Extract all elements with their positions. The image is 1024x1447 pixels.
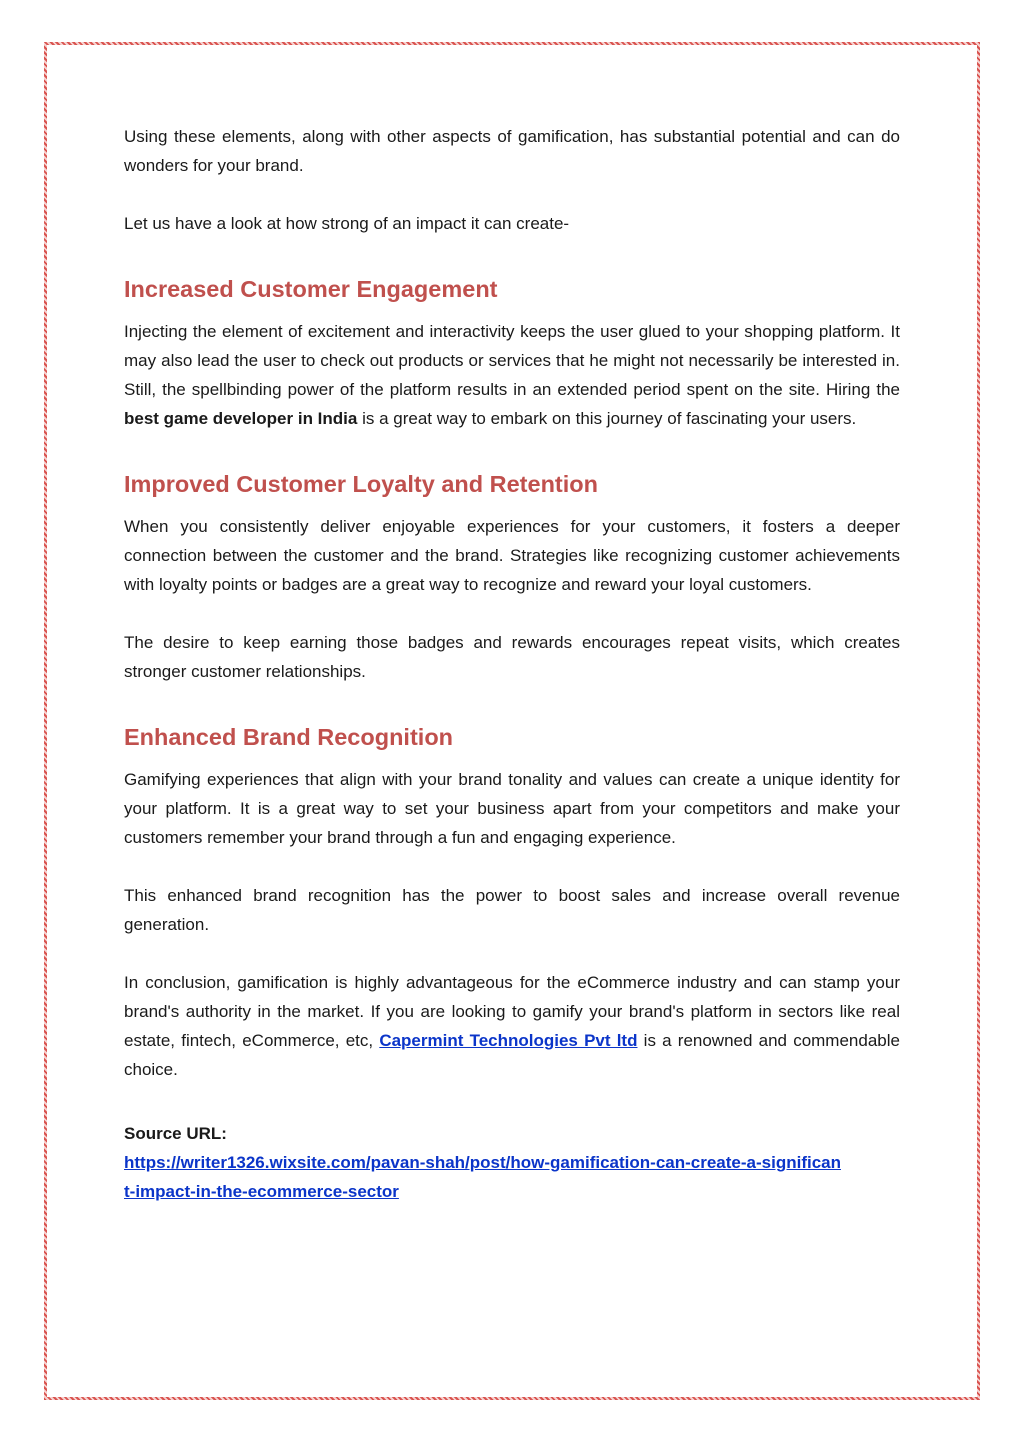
engagement-text-after: is a great way to embark on this journey of fascinating your users. [357, 409, 857, 428]
heading-customer-engagement: Increased Customer Engagement [124, 276, 498, 302]
engagement-bold-phrase: best game developer in India [124, 409, 358, 428]
loyalty-paragraph-1: When you consistently deliver enjoyable experiences for your customers, it fosters a deeper connection between the customer and the brand. Strategies like recognizing customer achievements with loyalty points or badges are a great way to recognize and reward your loyal customers. [124, 517, 900, 594]
source-url-link[interactable]: https://writer1326.wixsite.com/pavan-shah/post/how-gamification-can-create-a-significant-impact-in-the-ecommerce-sector [124, 1153, 841, 1201]
brand-paragraph-2: This enhanced brand recognition has the power to boost sales and increase overall revenue generation. [124, 886, 900, 934]
conclusion-text-before: In conclusion, gamification is highly advantageous for the eCommerce industry and can stamp your brand's authority in the market. If you are looking to gamify your brand's platform in sectors like real estate, fintech, eCommerce, etc, [124, 973, 900, 1050]
engagement-paragraph [124, 317, 900, 433]
heading-loyalty-retention: Improved Customer Loyalty and Retention [124, 471, 598, 497]
heading-brand-recognition: Enhanced Brand Recognition [124, 724, 454, 750]
capermint-link[interactable]: Capermint Technologies Pvt ltd [379, 1031, 638, 1050]
intro-paragraph-1: Using these elements, along with other aspects of gamification, has substantial potential and can do wonders for your brand. [124, 127, 900, 175]
conclusion-paragraph [124, 968, 900, 1084]
source-label: Source URL: [124, 1124, 227, 1143]
loyalty-paragraph-2: The desire to keep earning those badges and rewards encourages repeat visits, which creates stronger customer relationships. [124, 633, 900, 681]
brand-paragraph-1: Gamifying experiences that align with your brand tonality and values can create a unique identity for your platform. It is a great way to set your business apart from your competitors and make your customers remember your brand through a fun and engaging experience. [124, 770, 900, 847]
conclusion-text-after: is a renowned and commendable choice. [124, 1031, 900, 1079]
engagement-text-before: Injecting the element of excitement and interactivity keeps the user glued to your shopping platform. It may also lead the user to check out products or services that he might not necessarily be interested in. Still, the spellbinding power of the platform results in an extended period spent on the site. Hiring the [124, 322, 900, 399]
document-body [124, 122, 900, 1206]
intro-paragraph-2: Let us have a look at how strong of an impact it can create- [124, 214, 570, 233]
